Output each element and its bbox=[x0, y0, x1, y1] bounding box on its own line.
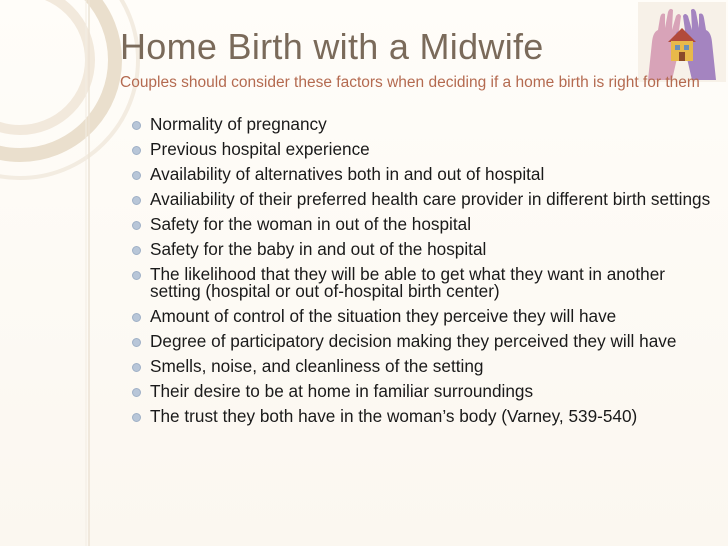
bullet-icon bbox=[132, 146, 141, 155]
bullet-text: Degree of participatory decision making they perceived they will have bbox=[150, 331, 677, 351]
slide-subtitle: Couples should consider these factors when deciding if a home birth is right for them bbox=[120, 74, 700, 91]
list-item bbox=[132, 141, 712, 158]
slide-title: Home Birth with a Midwife bbox=[120, 26, 544, 67]
list-item bbox=[132, 308, 712, 325]
bullet-text: Safety for the woman in out of the hospital bbox=[150, 214, 472, 234]
bullet-text: The trust they both have in the woman’s body (Varney, 539-540) bbox=[150, 406, 638, 426]
bullet-icon bbox=[132, 271, 141, 280]
bullet-icon bbox=[132, 338, 141, 347]
bullet-icon bbox=[132, 313, 141, 322]
bullet-icon bbox=[132, 363, 141, 372]
bullet-icon bbox=[132, 388, 141, 397]
list-item bbox=[132, 408, 712, 425]
bullet-icon bbox=[132, 221, 141, 230]
bullet-icon bbox=[132, 121, 141, 130]
list-item bbox=[132, 266, 712, 300]
bullet-text: Smells, noise, and cleanliness of the setting bbox=[150, 356, 484, 376]
bullet-icon bbox=[132, 196, 141, 205]
list-item bbox=[132, 241, 712, 258]
bullet-text: The likelihood that they will be able to get what they want in another setting (hospital or out of-hospital birth center) bbox=[150, 264, 665, 301]
bullet-text: Previous hospital experience bbox=[150, 139, 370, 159]
list-item bbox=[132, 116, 712, 133]
bullet-text: Availability of alternatives both in and out of hospital bbox=[150, 164, 545, 184]
bullet-icon bbox=[132, 413, 141, 422]
list-item bbox=[132, 383, 712, 400]
hands-house-icon bbox=[638, 2, 726, 82]
bullet-list bbox=[132, 116, 712, 425]
bullet-icon bbox=[132, 171, 141, 180]
bullet-icon bbox=[132, 246, 141, 255]
list-item bbox=[132, 333, 712, 350]
bullet-text: Amount of control of the situation they perceive they will have bbox=[150, 306, 617, 326]
bullet-text: Their desire to be at home in familiar surroundings bbox=[150, 381, 534, 401]
list-item bbox=[132, 216, 712, 233]
bullet-text: Normality of pregnancy bbox=[150, 114, 327, 134]
list-item bbox=[132, 166, 712, 183]
list-item bbox=[132, 358, 712, 375]
bullet-text: Safety for the baby in and out of the hospital bbox=[150, 239, 487, 259]
bullet-text: Availiability of their preferred health care provider in different birth settings bbox=[150, 189, 711, 209]
list-item bbox=[132, 191, 712, 208]
